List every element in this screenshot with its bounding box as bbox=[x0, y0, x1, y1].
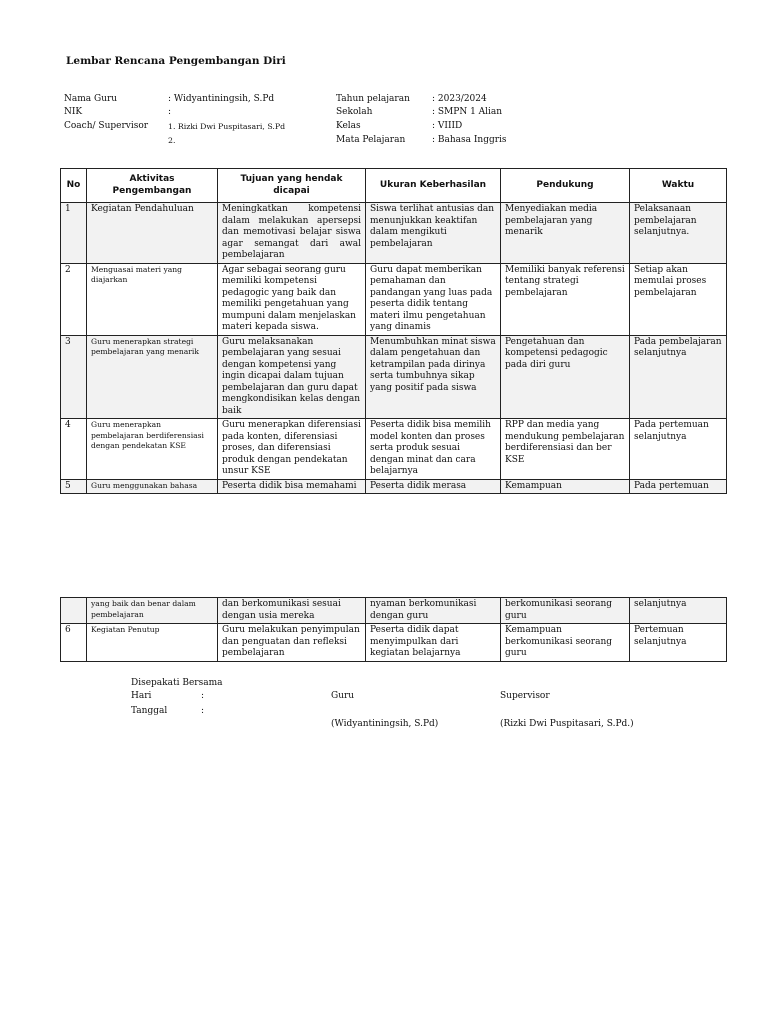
info-label-coach: Coach/ Supervisor bbox=[64, 121, 149, 131]
cell-ukuran: Siswa terlihat antusias dan menunjukkan keaktifan dalam mengikuti pembelajaran bbox=[366, 203, 501, 264]
cell-pendukung: Kemampuan berkomunikasi seorang guru bbox=[501, 624, 630, 662]
header-pendukung: Pendukung bbox=[501, 169, 630, 203]
cell-aktivitas: Guru menerapkan strategi pembelajaran yang menarik bbox=[87, 335, 218, 419]
header-aktivitas: Aktivitas Pengembangan bbox=[87, 169, 218, 203]
cell-waktu: Pada pertemuan bbox=[630, 479, 727, 494]
cell-waktu: Setiap akan memulai proses pembelajaran bbox=[630, 263, 727, 335]
cell-aktivitas: Kegiatan Penutup bbox=[87, 624, 218, 662]
tanggal-colon: : bbox=[201, 706, 205, 716]
cell-no: 2 bbox=[61, 263, 87, 335]
header-ukuran: Ukuran Keberhasilan bbox=[366, 169, 501, 203]
info-label-mapel: Mata Pelajaran bbox=[336, 135, 406, 145]
table-row bbox=[61, 479, 727, 494]
cell-aktivitas: Kegiatan Pendahuluan bbox=[87, 203, 218, 264]
info-value-coach-1: 1. Rizki Dwi Puspitasari, S.Pd bbox=[168, 122, 286, 131]
cell-tujuan: Meningkatkan kompetensi dalam melakukan apersepsi dan memotivasi belajar siswa agar semangat dari awal pembelajaran bbox=[218, 203, 366, 264]
supervisor-signature-label: Supervisor bbox=[500, 691, 550, 701]
info-value-sekolah: : SMPN 1 Alian bbox=[432, 107, 503, 117]
cell-ukuran: Guru dapat memberikan pemahaman dan pandangan yang luas pada peserta didik tentang materi ilmu pengetahuan yang dinamis bbox=[366, 263, 501, 335]
supervisor-signature-name: (Rizki Dwi Puspitasari, S.Pd.) bbox=[500, 719, 634, 729]
info-value-coach-2: 2. bbox=[168, 136, 176, 145]
document-title: Lembar Rencana Pengembangan Diri bbox=[66, 55, 286, 67]
cell-waktu: Pertemuan selanjutnya bbox=[630, 624, 727, 662]
plan-table-continuation bbox=[60, 597, 727, 662]
cell-no: 6 bbox=[61, 624, 87, 662]
header-tujuan: Tujuan yang hendak dicapai bbox=[218, 169, 366, 203]
cell-pendukung: Memiliki banyak referensi tentang strategi pembelajaran bbox=[501, 263, 630, 335]
cell-ukuran: nyaman berkomunikasi dengan guru bbox=[366, 598, 501, 624]
cell-tujuan: Guru melakukan penyimpulan dan penguatan dan refleksi pembelajaran bbox=[218, 624, 366, 662]
table-row bbox=[61, 624, 727, 662]
cell-ukuran: Menumbuhkan minat siswa dalam pengetahuan dan ketrampilan pada dirinya serta tumbuhnya sikap yang positif pada siswa bbox=[366, 335, 501, 419]
cell-waktu: selanjutnya bbox=[630, 598, 727, 624]
hari-label: Hari bbox=[131, 691, 152, 701]
guru-signature-name: (Widyantiningsih, S.Pd) bbox=[331, 719, 439, 729]
cell-pendukung: RPP dan media yang mendukung pembelajaran berdiferensiasi dan ber KSE bbox=[501, 419, 630, 480]
hari-colon: : bbox=[201, 691, 205, 701]
table-row bbox=[61, 263, 727, 335]
header-no: No bbox=[61, 169, 87, 203]
cell-pendukung: Menyediakan media pembelajaran yang menarik bbox=[501, 203, 630, 264]
cell-tujuan: Guru melaksanakan pembelajaran yang sesuai dengan kompetensi yang ingin dicapai dalam tujuan pembelajaran dan guru dapat mengkondisikan kelas dengan baik bbox=[218, 335, 366, 419]
cell-ukuran: Peserta didik bisa memilih model konten dan proses serta produk sesuai dengan minat dan cara belajarnya bbox=[366, 419, 501, 480]
header-waktu: Waktu bbox=[630, 169, 727, 203]
info-label-nik: NIK bbox=[64, 107, 83, 117]
cell-no: 4 bbox=[61, 419, 87, 480]
cell-pendukung: berkomunikasi seorang guru bbox=[501, 598, 630, 624]
cell-no: 3 bbox=[61, 335, 87, 419]
agreement-heading: Disepakati Bersama bbox=[131, 678, 223, 688]
table-row bbox=[61, 335, 727, 419]
tanggal-label: Tanggal bbox=[131, 706, 168, 716]
table-row bbox=[61, 419, 727, 480]
cell-aktivitas: Menguasai materi yang diajarkan bbox=[87, 263, 218, 335]
info-value-kelas: : VIIID bbox=[432, 121, 463, 131]
cell-waktu: Pada pembelajaran selanjutnya bbox=[630, 335, 727, 419]
cell-no: 5 bbox=[61, 479, 87, 494]
cell-tujuan: dan berkomunikasi sesuai dengan usia mereka bbox=[218, 598, 366, 624]
info-label-sekolah: Sekolah bbox=[336, 107, 373, 117]
table-header-row bbox=[61, 169, 727, 203]
table-row bbox=[61, 598, 727, 624]
plan-table bbox=[60, 168, 727, 494]
cell-tujuan: Agar sebagai seorang guru memiliki kompetensi pedagogic yang baik dan memiliki pengetahuan yang mumpuni dalam menjelaskan materi kepada siswa. bbox=[218, 263, 366, 335]
cell-no bbox=[61, 598, 87, 624]
info-value-nama-guru: : Widyantiningsih, S.Pd bbox=[168, 94, 275, 104]
cell-aktivitas: Guru menerapkan pembelajaran berdiferensiasi dengan pendekatan KSE bbox=[87, 419, 218, 480]
table-row bbox=[61, 203, 727, 264]
cell-tujuan: Guru menerapkan diferensiasi pada konten, diferensiasi proses, dan diferensiasi produk dengan pendekatan unsur KSE bbox=[218, 419, 366, 480]
info-label-tahun: Tahun pelajaran bbox=[336, 94, 410, 104]
cell-aktivitas: Guru menggunakan bahasa bbox=[87, 479, 218, 494]
cell-waktu: Pada pertemuan selanjutnya bbox=[630, 419, 727, 480]
cell-waktu: Pelaksanaan pembelajaran selanjutnya. bbox=[630, 203, 727, 264]
info-value-tahun: : 2023/2024 bbox=[432, 94, 487, 104]
info-value-nik: : bbox=[168, 107, 172, 117]
cell-pendukung: Kemampuan bbox=[501, 479, 630, 494]
cell-tujuan: Peserta didik bisa memahami bbox=[218, 479, 366, 494]
info-value-mapel: : Bahasa Inggris bbox=[432, 135, 507, 145]
cell-ukuran: Peserta didik merasa bbox=[366, 479, 501, 494]
cell-aktivitas: yang baik dan benar dalam pembelajaran bbox=[87, 598, 218, 624]
cell-no: 1 bbox=[61, 203, 87, 264]
info-label-nama-guru: Nama Guru bbox=[64, 94, 118, 104]
guru-signature-label: Guru bbox=[331, 691, 355, 701]
info-label-kelas: Kelas bbox=[336, 121, 361, 131]
cell-ukuran: Peserta didik dapat menyimpulkan dari kegiatan belajarnya bbox=[366, 624, 501, 662]
cell-pendukung: Pengetahuan dan kompetensi pedagogic pada diri guru bbox=[501, 335, 630, 419]
